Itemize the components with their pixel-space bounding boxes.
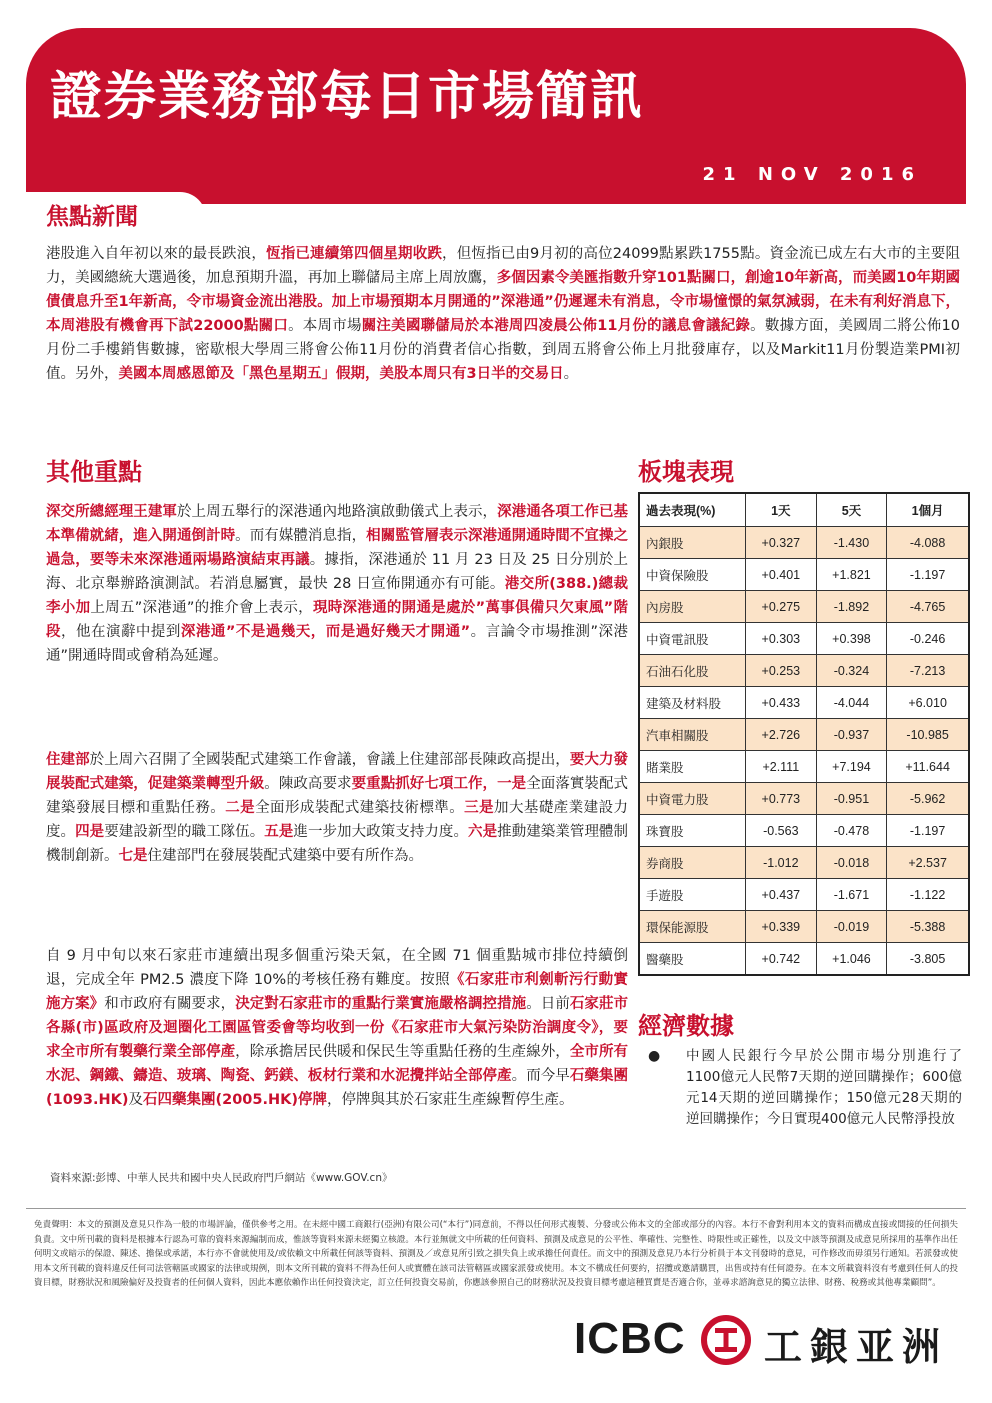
highlight-text: 住建部 [46, 752, 90, 768]
sector-name-cell: 內銀股 [639, 527, 746, 559]
icbc-logo-text: ICBC [574, 1314, 686, 1363]
col-header-1d: 1天 [746, 493, 817, 527]
highlight-text: 七是 [118, 848, 148, 864]
body-text: ，他在演辭中提到 [61, 624, 181, 640]
col-header-period: 過去表現(%) [639, 493, 746, 527]
value-1d-cell: -0.563 [746, 815, 817, 847]
table-row [639, 751, 969, 783]
body-text: 。言論令市場推測”深港通”開通時間或會稍為延遲。 [46, 624, 629, 664]
value-1m-cell: -4.088 [887, 527, 969, 559]
highlight-text: 四是 [75, 824, 105, 840]
focus-paragraph [46, 242, 960, 386]
sector-name-cell: 手遊股 [639, 879, 746, 911]
value-1d-cell: +2.726 [746, 719, 817, 751]
table-row [639, 815, 969, 847]
highlight-text: 港交所(388.)總裁李小加 [46, 576, 629, 616]
col-header-5d: 5天 [816, 493, 887, 527]
highlight-text: 二是 [225, 800, 256, 816]
table-row [639, 719, 969, 751]
body-text: 於上周五舉行的深港通內地路演啟動儀式上表示， [176, 504, 498, 520]
value-5d-cell: -0.018 [816, 847, 887, 879]
highlight-text: 要重點抓好七項工作，一是 [351, 776, 527, 792]
value-1d-cell: +0.437 [746, 879, 817, 911]
sector-name-cell: 珠寶股 [639, 815, 746, 847]
body-text: 全面形成裝配式建築技術標準。 [255, 800, 465, 816]
value-1d-cell: +0.253 [746, 655, 817, 687]
other-paragraph-1 [46, 500, 628, 668]
highlight-text: 美國本周感恩節及「黑色星期五」假期，美股本周只有3日半的交易日 [118, 366, 564, 382]
highlight-text: 三是 [464, 800, 495, 816]
section-heading-focus: 焦點新聞 [46, 204, 138, 230]
sector-name-cell: 環保能源股 [639, 911, 746, 943]
value-1d-cell: +0.275 [746, 591, 817, 623]
value-5d-cell: -0.019 [816, 911, 887, 943]
bullet-point: ● [648, 1048, 661, 1064]
highlight-text: 全市所有水泥、鋼鐵、鑄造、玻璃、陶瓷、鈣鎂、板材行業和水泥攪拌站全部停產 [46, 1044, 629, 1084]
value-1m-cell: -1.122 [887, 879, 969, 911]
body-text: 自 9 月中旬以來石家莊市連續出現多個重污染天氣，在全國 71 個重點城市排位持續倒退，完成全年 PM2.5 濃度下降 10%的考核任務有難度。按照 [46, 948, 628, 988]
highlight-text: 深交所總經理王建軍 [46, 504, 177, 520]
table-row [639, 591, 969, 623]
table-row [639, 559, 969, 591]
section-heading-other: 其他重點 [46, 458, 142, 486]
body-text: 推動建築業管理體制機制創新。 [46, 824, 629, 864]
table-body [639, 527, 969, 976]
body-text: ，停牌與其於石家莊生產線暫停生產。 [327, 1092, 574, 1108]
sector-name-cell: 中資電力股 [639, 783, 746, 815]
icbc-logo-icon [700, 1314, 752, 1366]
body-text: 。據指，深港通於 11 月 23 日及 25 日分別於上海、北京舉辦路演測試。若消息屬實，最快 28 日宣佈開通亦有可能。 [46, 552, 628, 592]
body-text: 要建設新型的職工隊伍。 [104, 824, 265, 840]
table-row [639, 527, 969, 559]
value-1d-cell: +0.742 [746, 943, 817, 976]
sector-name-cell: 賭業股 [639, 751, 746, 783]
value-5d-cell: +1.821 [816, 559, 887, 591]
value-5d-cell: -0.478 [816, 815, 887, 847]
body-text: 。陳政高要求 [264, 776, 352, 792]
body-text: 港股進入自年初以來的最長跌浪， [46, 246, 267, 262]
table-row [639, 623, 969, 655]
body-text: 。而今早 [511, 1068, 570, 1084]
highlight-text: 決定對石家莊市的重點行業實施嚴格調控措施 [235, 996, 527, 1012]
highlight-text: 《石家莊市利劍斬污行動實施方案》 [46, 972, 628, 1012]
body-text: 上周五”深港通”的推介會上表示， [90, 600, 313, 616]
value-5d-cell: +1.046 [816, 943, 887, 976]
sector-name-cell: 內房股 [639, 591, 746, 623]
highlight-text: 相關監管層表示深港通開通時間不宜操之過急，要等未來深港通兩場路演結束再議 [46, 528, 629, 568]
table-row [639, 783, 969, 815]
disclaimer-text: 免責聲明：本文的預測及意見只作為一般的市場評論，僅供參考之用。在未經中國工商銀行(亞洲)有限公司(“本行”)同意前，不得以任何形式複製、分發或公佈本文的全部或部分的內容。本行不會對利用本文的資料而構成直接或間接的任何損失負責。文中所刊載的資料是根據本行認為可靠的資料來源編制而成，惟該等資料來源未經獨立核證。本行並無就文中所載的任何資料、預測及成意見的公平性、準確性、完整性、時限性或正確性，以及文中該等預測及成意見所採用的基準作出任何明文或暗示的保證、陳述、擔保或承諾，本行亦不會就使用及/或依賴文中所載任何該等資料、預測及／或意見所引致之損失負上或承擔任何責任。而文中的預測及意見乃本行分析員于本文刊發時的意見，可作修改而毋須另行通知。若派發或使用本文所刊載的資料違反任何司法管轄區或國家的法律或規例，則本文所刊載的資料不得為任何人或實體在該司法管轄區或國家派發或使用。本文不構成任何要約，招攬或邀請購買，出售或持有任何證券。在本文所載資料沒有考慮到任何人的投資目標，財務狀況和風險偏好及投資者的任何個人資料，因此本應依賴作出任何投資決定，訂立任何投資交易前，你應該參照自己的財務狀況及投資目標考慮這種買賣是否適合你，並尋求諮詢意見的獨立法律、財務、稅務或其他專業顧問”。 [34, 1220, 958, 1289]
value-5d-cell: -1.671 [816, 879, 887, 911]
highlight-text: 深港通”不是過幾天，而是過好幾天才開通” [180, 624, 471, 640]
body-text: ，但恆指已由9月初的高位24099點累跌1755點。資金流已成左右大市的主要阻力，美國總統大選過後，加息預期升溫，再加上聯儲局主席上周放鷹， [46, 246, 961, 286]
value-1d-cell: +0.339 [746, 911, 817, 943]
other-paragraph-3 [46, 944, 628, 1112]
value-5d-cell: -0.937 [816, 719, 887, 751]
body-text: 。本周市場 [288, 318, 362, 334]
value-1m-cell: +11.644 [887, 751, 969, 783]
icbc-asia-logo-text: 工銀亚洲 [764, 1325, 949, 1369]
body-text: 進一步加大政策支持力度。 [293, 824, 469, 840]
body-text: 加大基礎產業建設力度。 [46, 800, 629, 840]
body-text: 住建部門在發展裝配式建築中要有所作為。 [147, 848, 423, 864]
value-1d-cell: +0.303 [746, 623, 817, 655]
body-text: 及 [128, 1092, 143, 1108]
body-text: ，除承擔居民供暖和保民生等重點任務的生產線外， [235, 1044, 570, 1060]
value-1m-cell: -4.765 [887, 591, 969, 623]
value-5d-cell: -0.951 [816, 783, 887, 815]
highlight-text: 要大力發展裝配式建築，促建築業轉型升級 [46, 752, 629, 792]
highlight-text: 多個因素令美匯指數升穿101點關口，創逾10年新高，而美國10年期國債債息升至1年新高，令市場資金流出港股。加上市場預期本月開通的”深港通”仍遲遲未有消息，令市場憧憬的氣氛減弱，在未有利好消息下，本周港股有機會再下試22000點關口 [46, 270, 961, 334]
value-1m-cell: -3.805 [887, 943, 969, 976]
highlight-text: 石家莊市各縣(市)區政府及迴圈化工園區管委會等均收到一份《石家莊市大氣污染防治調度令》，要求全市所有製藥行業全部停產 [46, 996, 629, 1060]
value-1m-cell: +2.537 [887, 847, 969, 879]
value-1d-cell: +0.401 [746, 559, 817, 591]
body-text: 。而有媒體消息指， [235, 528, 367, 544]
highlight-text: 六是 [468, 824, 498, 840]
value-1d-cell: +0.327 [746, 527, 817, 559]
value-1d-cell: -1.012 [746, 847, 817, 879]
col-header-1m: 1個月 [887, 493, 969, 527]
page-title: 證券業務部每日市場簡訊 [50, 67, 645, 127]
body-text: 。 [563, 366, 579, 382]
sector-name-cell: 石油石化股 [639, 655, 746, 687]
body-text: 全面落實裝配式建築發展目標和重點任務。 [46, 776, 629, 816]
report-date: 21 NOV 2016 [702, 164, 922, 185]
table-row [639, 943, 969, 976]
value-1m-cell: -7.213 [887, 655, 969, 687]
body-text: 於上周六召開了全國裝配式建築工作會議，會議上住建部部長陳政高提出， [89, 752, 570, 768]
sector-name-cell: 汽車相關股 [639, 719, 746, 751]
value-1m-cell: -5.962 [887, 783, 969, 815]
section-heading-sectors: 板塊表現 [638, 458, 734, 486]
value-1m-cell: -1.197 [887, 559, 969, 591]
table-row [639, 687, 969, 719]
value-5d-cell: -0.324 [816, 655, 887, 687]
table-row [639, 655, 969, 687]
sector-name-cell: 建築及材料股 [639, 687, 746, 719]
section-heading-economy: 經濟數據 [638, 1012, 734, 1040]
highlight-text: 關注美國聯儲局於本港周四凌晨公佈11月份的議息會議紀錄 [361, 318, 751, 334]
highlight-text: 石藥集團(1093.HK) [46, 1068, 629, 1108]
value-1m-cell: -0.246 [887, 623, 969, 655]
sector-name-cell: 券商股 [639, 847, 746, 879]
value-1d-cell: +2.111 [746, 751, 817, 783]
value-5d-cell: -1.892 [816, 591, 887, 623]
other-paragraph-2 [46, 748, 628, 868]
value-1d-cell: +0.773 [746, 783, 817, 815]
body-text: 。日前 [526, 996, 570, 1012]
highlight-text: 五是 [264, 824, 294, 840]
highlight-text: 現時深港通的開通是處於”萬事俱備只欠東風”階段 [46, 600, 628, 640]
value-5d-cell: +7.194 [816, 751, 887, 783]
body-text: 和市政府有關要求， [104, 996, 236, 1012]
value-1d-cell: +0.433 [746, 687, 817, 719]
value-5d-cell: -4.044 [816, 687, 887, 719]
body-text: 。數據方面，美國周二將公佈10月份二手樓銷售數據，密歇根大學周三將會公佈11月份的消費者信心指數，到周五將會公佈上月批發庫存，以及Markit11月份製造業PMI初值。另外， [46, 318, 960, 382]
value-5d-cell: -1.430 [816, 527, 887, 559]
value-5d-cell: +0.398 [816, 623, 887, 655]
sector-name-cell: 中資保險股 [639, 559, 746, 591]
highlight-text: 深港通各項工作已基本準備就緒，進入開通倒計時 [46, 504, 629, 544]
value-1m-cell: +6.010 [887, 687, 969, 719]
sector-name-cell: 醫藥股 [639, 943, 746, 976]
highlight-text: 石四藥集團(2005.HK)停牌 [143, 1092, 327, 1108]
highlight-text: 恆指已連續第四個星期收跌 [266, 246, 443, 262]
table-row [639, 911, 969, 943]
value-1m-cell: -1.197 [887, 815, 969, 847]
table-header-row [639, 493, 969, 527]
economy-text: 中國人民銀行今早於公開市場分別進行了1100億元人民幣7天期的逆回購操作；600億元14天期的逆回購操作；150億元28天期的逆回購操作；今日實現400億元人民幣淨投放 [686, 1048, 962, 1127]
divider [26, 1208, 966, 1209]
value-1m-cell: -5.388 [887, 911, 969, 943]
source-note: 資料來源:彭博、中華人民共和國中央人民政府門戶網站《www.GOV.cn》 [50, 1172, 393, 1184]
table-row [639, 879, 969, 911]
sector-name-cell: 中資電訊股 [639, 623, 746, 655]
value-1m-cell: -10.985 [887, 719, 969, 751]
table-row [639, 847, 969, 879]
sector-performance-table [638, 492, 970, 976]
